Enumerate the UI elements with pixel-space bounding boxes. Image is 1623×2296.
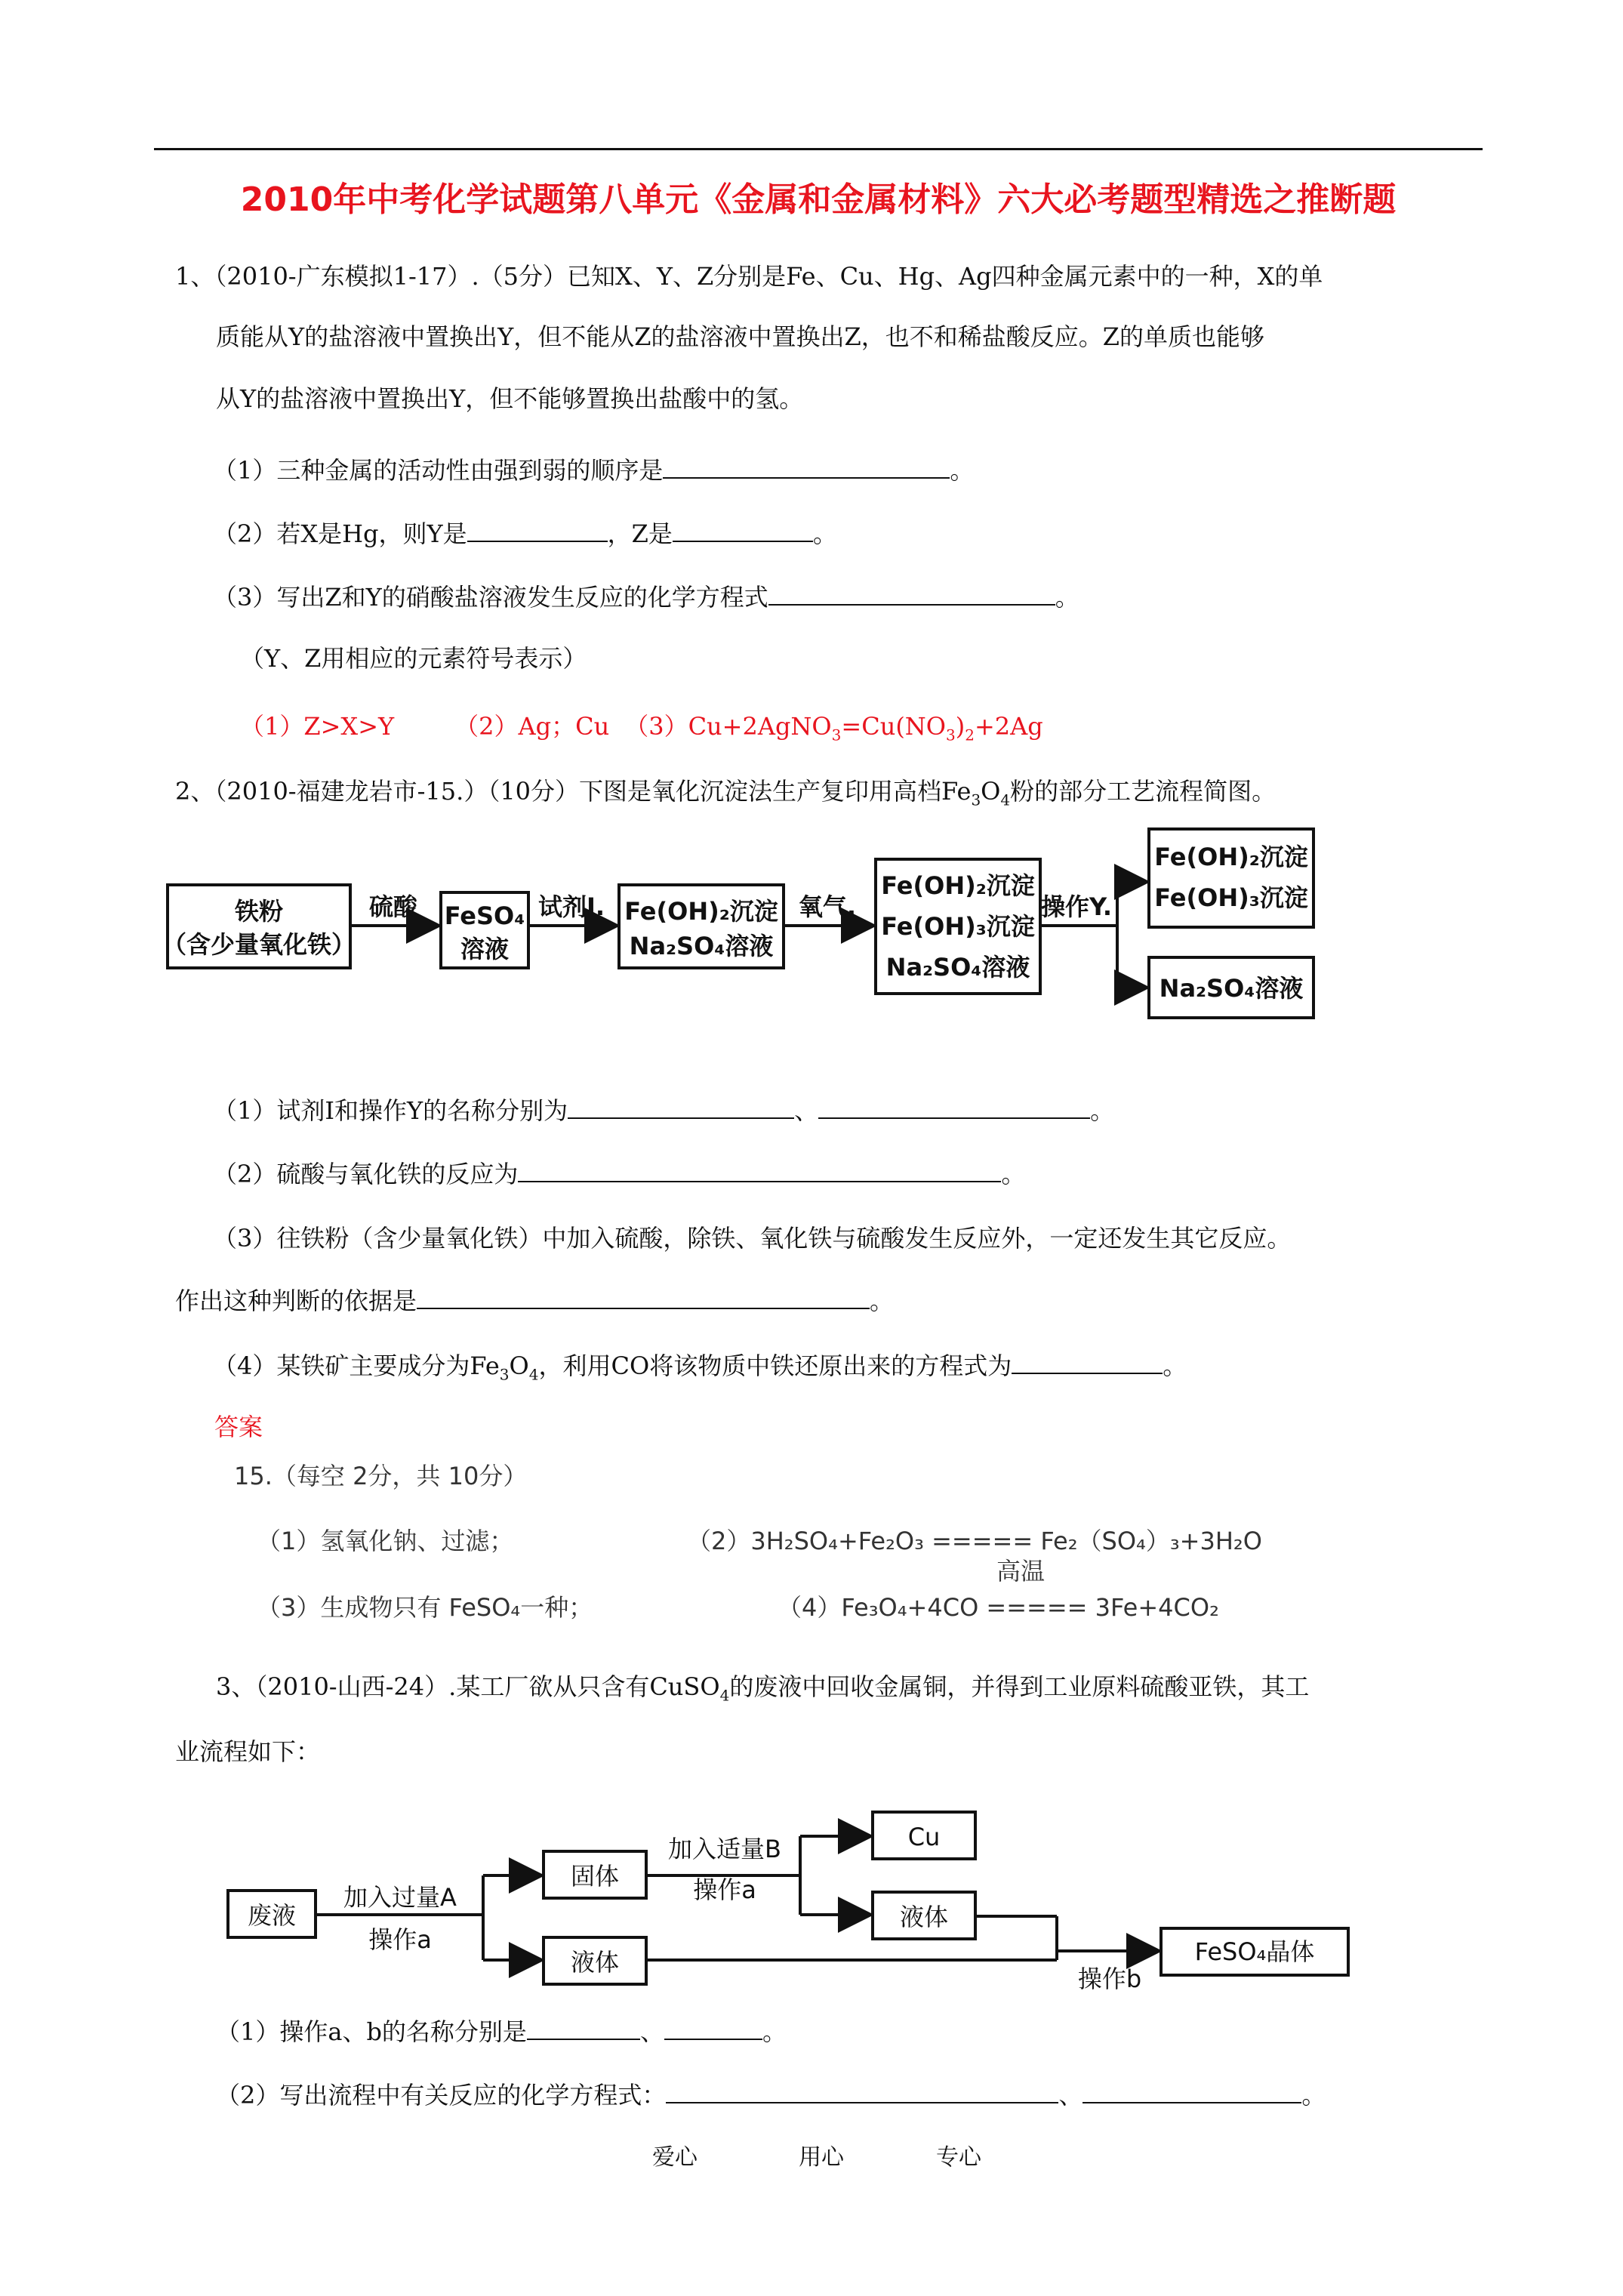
flow-box4-label2: Fe(OH)₃沉淀: [881, 912, 1035, 941]
flow-box3-label1: Fe(OH)₂沉淀: [624, 897, 778, 926]
flow-op-b-label: 操作b: [1077, 1965, 1142, 1993]
period: 。: [812, 519, 837, 548]
q2-answer-high-temp: 高温: [996, 1557, 1046, 1586]
q2-part3-line1: （3）往铁粉（含少量氧化铁）中加入硫酸，除铁、氧化铁与硫酸发生反应外，一定还发生其它反应。: [213, 1224, 1292, 1253]
q1-answer-b: （2）Ag；Cu: [454, 712, 610, 741]
flow-add-b-label: 加入适量B: [668, 1835, 781, 1863]
q1-note: （Y、Z用相应的元素符号表示）: [240, 644, 587, 673]
q2-part1: （1）试剂I和操作Y的名称分别为 、 。: [213, 1093, 1114, 1127]
q1-answer-c: $(3)Cu+2AgNO_3=Cu(NO_3)_2+2Ag$: [624, 712, 1043, 744]
q2-answer-heading: 15.（每空 2分，共 10分）: [234, 1462, 528, 1490]
q1-stem-line3: 从Y的盐溶液中置换出Y，但不能够置换出盐酸中的氢。: [216, 384, 804, 413]
q2-process-flow-diagram: [151, 815, 1329, 1042]
answer-blank[interactable]: [417, 1284, 870, 1309]
flow-box3-label2: Na₂SO₄溶液: [629, 932, 774, 960]
answer-blank[interactable]: [673, 516, 813, 542]
q2-answer-scan: [234, 1450, 1291, 1631]
q3-part1: （1）操作a、b的名称分别是 、 。: [216, 2014, 787, 2048]
flow-box4-label3: Na₂SO₄溶液: [885, 953, 1030, 982]
q1-part2-text-b: ，Z是: [607, 519, 673, 548]
flow-op-a2-label: 操作a: [693, 1875, 756, 1904]
flow-arrow4-label: 操作Y.: [1040, 892, 1113, 921]
answer-blank[interactable]: [664, 2014, 762, 2040]
flow-add-a-label: 加入过量A: [343, 1883, 457, 1912]
q2-stem: 2、（2010-福建龙岩市-15.）（10分）下图是氧化沉淀法生产复印用高档$Fe_3O_4$粉的部分工艺流程简图。: [175, 777, 1277, 809]
answer-blank[interactable]: [467, 516, 608, 542]
flow-box2-label1: FeSO₄: [444, 901, 525, 930]
answer-blank[interactable]: [527, 2014, 640, 2040]
flow-box4-label1: Fe(OH)₂沉淀: [881, 871, 1035, 900]
flow-box5-label2: Fe(OH)₃沉淀: [1154, 883, 1308, 912]
header-rule: [154, 148, 1483, 150]
flow-box2-label2: 溶液: [460, 935, 510, 963]
flow-liquid2-label: 液体: [899, 1903, 949, 1931]
q2-answer-4: （4）Fe₃O₄+4CO ===== 3Fe+4CO₂: [778, 1593, 1219, 1622]
page-title: 2010年中考化学试题第八单元《金属和金属材料》六大必考题型精选之推断题: [240, 180, 1397, 219]
q1-part1-text: （1）三种金属的活动性由强到弱的顺序是: [213, 456, 664, 485]
q1-stem-line2: 质能从Y的盐溶液中置换出Y，但不能从Z的盐溶液中置换出Z，也不和稀盐酸反应。Z的单质也能够: [216, 322, 1264, 351]
answer-blank[interactable]: [818, 1093, 1090, 1119]
footer-text-1: 爱心: [652, 2144, 698, 2171]
q1-part2-text-a: （2）若X是Hg，则Y是: [213, 519, 467, 548]
answer-blank[interactable]: [663, 453, 950, 479]
flow-waste-label: 废液: [247, 1901, 297, 1930]
q3-part2: （2）写出流程中有关反应的化学方程式： 、 。: [216, 2078, 1326, 2112]
q2-answer-label: 答案: [214, 1413, 263, 1441]
answer-blank[interactable]: [768, 580, 1055, 606]
flow-arrow3-label: 氧气.: [798, 892, 857, 921]
q2-part2: （2）硫酸与氧化铁的反应为 。: [213, 1157, 1025, 1191]
q3-stem-line2: 业流程如下：: [175, 1737, 321, 1766]
q3-stem-line1: 3、（2010-山西-24）.某工厂欲从只含有CuSO$_4$的废液中回收金属铜，并得到工业原料硫酸亚铁，其工: [216, 1672, 1310, 1705]
flow-box1-label2: （含少量氧化铁）: [162, 930, 356, 959]
flow-arrow2-label: 试剂I.: [537, 892, 605, 921]
answer-blank[interactable]: [1083, 2078, 1301, 2103]
q1-answer-a: （1）Z>X>Y: [240, 712, 395, 741]
q2-answer-2: （2）3H₂SO₄+Fe₂O₃ ===== Fe₂（SO₄）₃+3H₂O: [687, 1527, 1262, 1555]
flow-cu-label: Cu: [907, 1823, 941, 1851]
q1-answer: [240, 710, 1043, 743]
answer-blank[interactable]: [518, 1157, 1001, 1182]
answer-blank[interactable]: [568, 1093, 794, 1119]
answer-blank[interactable]: [666, 2078, 1058, 2103]
flow-liquid1-label: 液体: [570, 1948, 620, 1977]
q1-part3-text: （3）写出Z和Y的硝酸盐溶液发生反应的化学方程式: [213, 583, 768, 612]
flow-box5-label1: Fe(OH)₂沉淀: [1154, 843, 1308, 871]
footer-text-3: 专心: [936, 2144, 981, 2171]
q2-answer-3: （3）生成物只有 FeSO₄一种；: [257, 1593, 593, 1622]
flow-op-a-label: 操作a: [368, 1925, 432, 1954]
period: 。: [1055, 583, 1079, 612]
q1-part2: [213, 516, 837, 550]
flow-box1-label1: 铁粉: [234, 897, 284, 926]
flow-box6-label: Na₂SO₄溶液: [1159, 974, 1304, 1003]
q2-answer-1: （1）氢氧化钠、过滤；: [257, 1527, 514, 1555]
q1-part3: [213, 580, 1079, 614]
q1-stem-line1: 1、（2010-广东模拟1-17）.（5分）已知X、Y、Z分别是Fe、Cu、Hg、Ag四种金属元素中的一种，X的单: [175, 262, 1323, 291]
q3-process-flow-diagram: [211, 1782, 1374, 2001]
q2-part4: （4）某铁矿主要成分为$Fe_3O_4$，利用CO将该物质中铁还原出来的方程式为 。: [213, 1348, 1187, 1382]
period: 。: [950, 456, 975, 485]
answer-blank[interactable]: [1012, 1348, 1163, 1374]
q1-part1: [213, 453, 974, 487]
q2-part3-line2: 作出这种判断的依据是 。: [175, 1284, 894, 1318]
flow-arrow1-label: 硫酸: [368, 892, 418, 921]
flow-solid-label: 固体: [570, 1862, 620, 1891]
flow-feso4-crystal-label: FeSO₄晶体: [1194, 1937, 1315, 1966]
footer-text-2: 用心: [799, 2144, 844, 2171]
